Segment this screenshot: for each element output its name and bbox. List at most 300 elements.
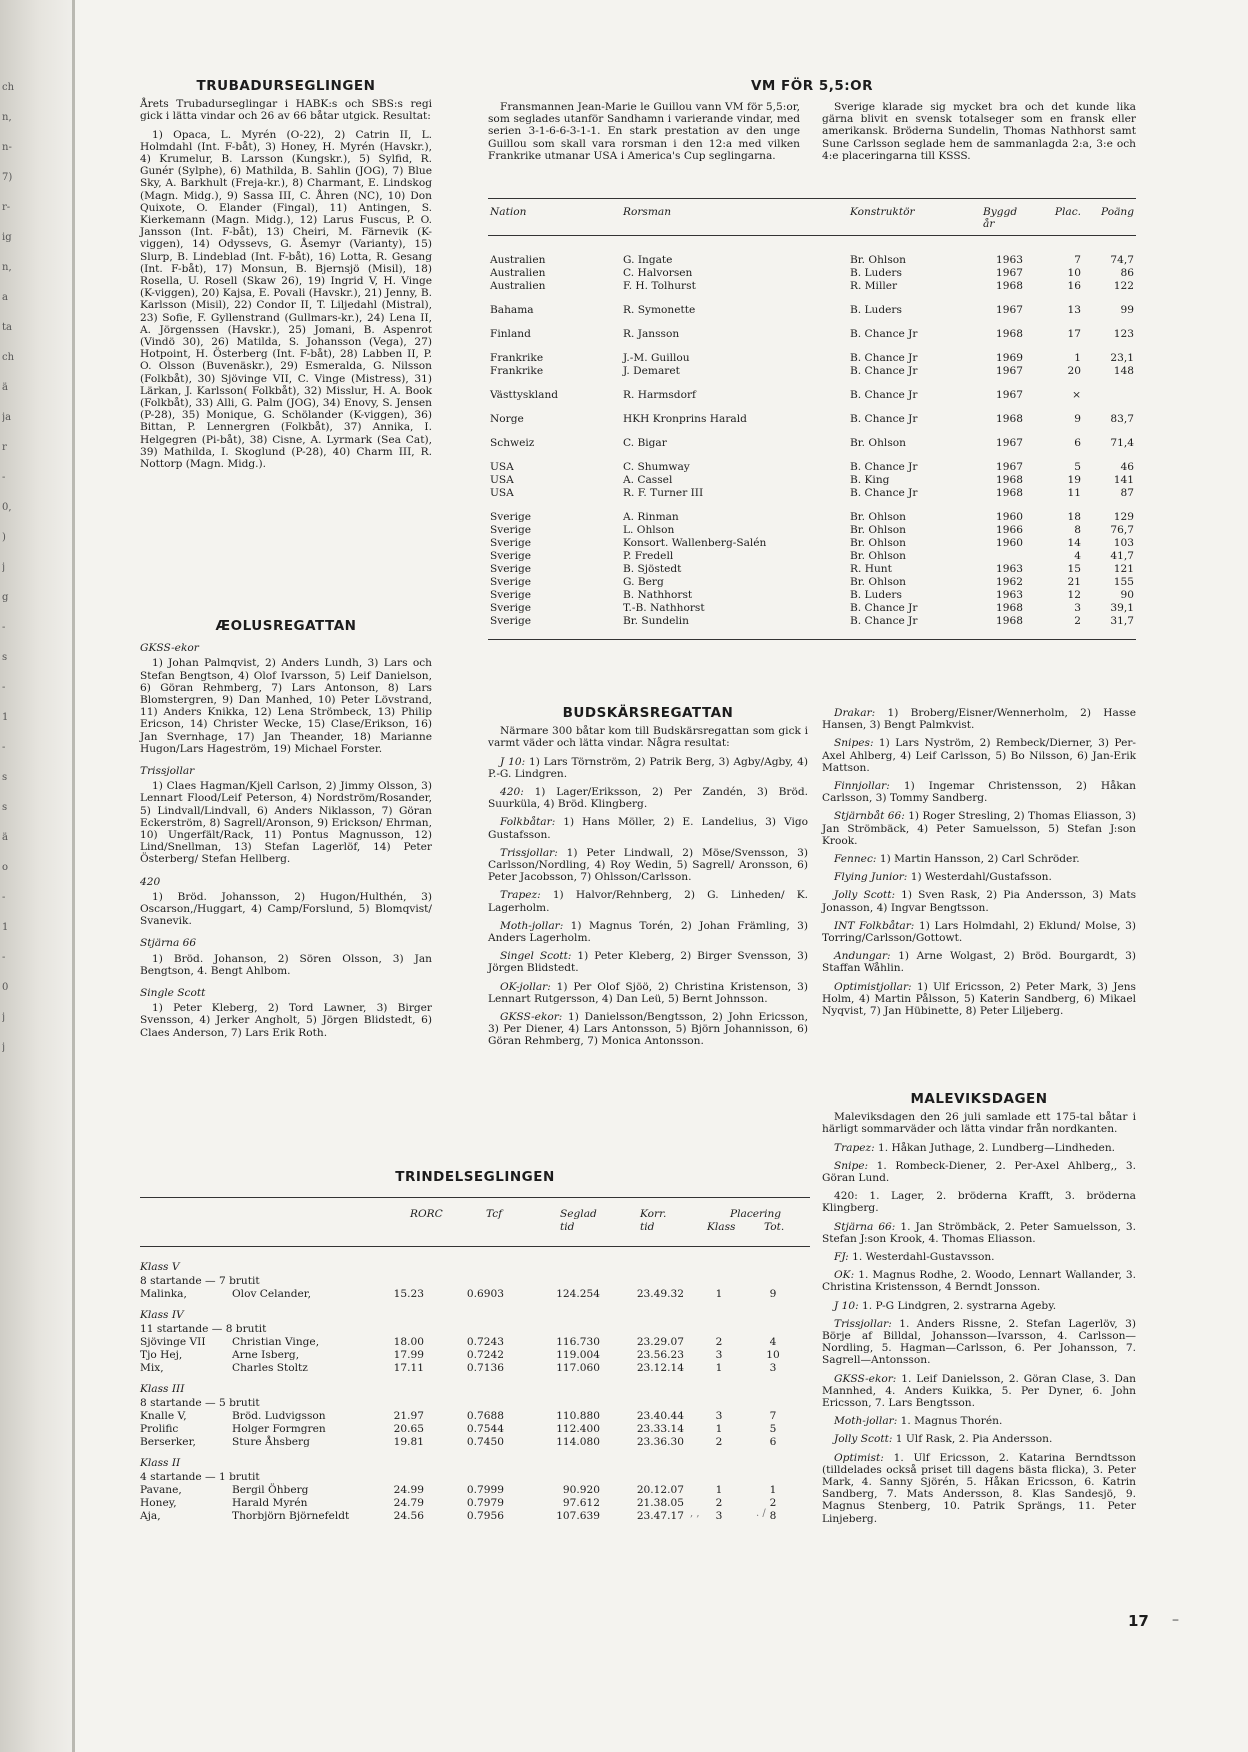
poang-cell: 83,7 — [1110, 413, 1134, 425]
table-row — [488, 267, 1136, 280]
rorc-cell: 18.00 — [393, 1336, 424, 1348]
plac-cell: 20 — [1067, 365, 1081, 377]
class-results: 1. P-G Lindgren, 2. systrarna Ageby. — [858, 1299, 1057, 1312]
tot-placering-cell: 9 — [769, 1288, 777, 1300]
class-results: 1) Danielsson/Bengtsson, 2) John Ericsson, 3) Per Diener, 4) Lars Antonsson, 5) Björn Johannisson, 6) Göran Rehmberg, 7) Monica Antonsson. — [488, 1011, 808, 1048]
page-dash: – — [1172, 1612, 1179, 1628]
korr-tid-cell: 23.12.14 — [636, 1362, 684, 1374]
trindel-heading-block — [140, 1171, 810, 1189]
plac-cell: 21 — [1067, 576, 1081, 588]
plac-cell: 8 — [1074, 524, 1081, 536]
rorsman-cell: Konsort. Wallenberg-Salén — [623, 537, 767, 549]
trubadur-intro: Årets Trubadurseglingar i HABK:s och SBS:s regi gick i lätta vindar och 26 av 66 båtar utgick. Resultat: — [140, 98, 432, 123]
vm-article — [488, 80, 1136, 98]
budskar-class-result — [488, 816, 808, 840]
plac-cell: 3 — [1074, 602, 1081, 614]
seglad-tid-cell: 97.612 — [562, 1497, 600, 1509]
seglad-tid-cell: 124.254 — [556, 1288, 600, 1300]
tot-placering-cell: 5 — [769, 1423, 777, 1435]
edge-glyph: r — [2, 442, 7, 453]
table-row — [488, 487, 1136, 500]
aeolus-class-title: 420 — [140, 875, 161, 888]
class-name: Moth-jollar: — [500, 919, 564, 932]
nation-cell: Norge — [490, 413, 524, 425]
table-row — [140, 1497, 810, 1510]
edge-glyph: - — [2, 742, 6, 753]
seglad-tid-cell: 114.080 — [556, 1436, 600, 1448]
tot-placering-cell: 3 — [769, 1362, 777, 1374]
edge-glyph: ja — [2, 412, 12, 423]
poang-cell: 90 — [1120, 589, 1134, 601]
class-results: 420: 1. Lager, 2. bröderna Krafft, 3. bröderna Klingberg. — [822, 1190, 1136, 1215]
aeolus-heading: ÆOLUSREGATTAN — [215, 618, 357, 634]
klass-placering-cell: 2 — [715, 1336, 723, 1348]
konstruktor-cell: B. Chance Jr — [850, 328, 918, 340]
edge-glyph: s — [2, 772, 8, 783]
col-seglad: Seglad — [560, 1208, 597, 1220]
aeolus-class-results: 1) Bröd. Johansson, 2) Hugon/Hulthén, 3) Oscarson,/Huggart, 4) Camp/Forslund, 5) Blomqvist/ Svanevik. — [140, 890, 432, 928]
klass-placering-cell: 3 — [715, 1349, 723, 1361]
edge-glyph: 1 — [2, 922, 9, 933]
rorsman-cell: Br. Sundelin — [623, 615, 689, 627]
starters-note: 11 startande — 8 brutit — [140, 1323, 267, 1335]
class-title: Klass II — [140, 1457, 181, 1469]
class-results: 1) Roger Stresling, 2) Thomas Eliasson, 3) Jan Strömbäck, 4) Peter Samuelsson, 5) Stefan J:son Krook. — [822, 810, 1136, 847]
col-poang: Poäng — [1101, 206, 1134, 218]
konstruktor-cell: B. Luders — [850, 267, 902, 279]
nation-cell: Schweiz — [490, 437, 535, 449]
boat-cell: Mix, — [140, 1362, 164, 1374]
byggd-cell: 1968 — [996, 487, 1023, 499]
trindel-table-header — [140, 1197, 810, 1247]
byggd-cell: 1967 — [996, 304, 1023, 316]
poang-cell: 123 — [1113, 328, 1134, 340]
class-results: 1) Lager/Eriksson, 2) Per Zandén, 3) Bröd. Suurküla, 4) Bröd. Klingberg. — [488, 786, 808, 811]
table-row — [488, 589, 1136, 602]
vm-results-table — [488, 198, 1136, 640]
class-name: Fennec: — [834, 853, 877, 866]
class-name: Jolly Scott: — [834, 1433, 893, 1446]
nation-cell: Sverige — [490, 602, 532, 614]
col-plac: Plac. — [1054, 206, 1081, 218]
plac-cell: 1 — [1074, 352, 1081, 364]
klass-placering-cell: 3 — [715, 1510, 723, 1522]
class-results: 1) Hans Möller, 2) E. Landelius, 3) Vigo Gustafsson. — [488, 816, 808, 841]
skipper-cell: Thorbjörn Björnefeldt — [232, 1510, 350, 1522]
table-row — [488, 537, 1136, 550]
class-name: Andungar: — [834, 950, 891, 963]
class-results: 1) Lars Törnström, 2) Patrik Berg, 3) Agby/Agby, 4) P.-G. Lindgren. — [488, 755, 808, 780]
byggd-cell: 1966 — [996, 524, 1023, 536]
edge-glyph: s — [2, 802, 8, 813]
poang-cell: 31,7 — [1110, 615, 1134, 627]
byggd-cell: 1968 — [996, 413, 1023, 425]
seglad-tid-cell: 112.400 — [556, 1423, 600, 1435]
edge-glyph: g — [2, 592, 9, 603]
poang-cell: 23,1 — [1110, 352, 1134, 364]
budskar-class-result — [488, 950, 808, 974]
class-name: GKSS-ekor: — [500, 1011, 563, 1024]
aeolus-class-results: 1) Bröd. Johanson, 2) Sören Olsson, 3) Jan Bengtson, 4. Bengt Ahlbom. — [140, 952, 432, 977]
plac-cell: 2 — [1074, 615, 1081, 627]
tcf-cell: 0.7956 — [466, 1510, 504, 1522]
binding-edge — [72, 0, 75, 1752]
rorsman-cell: C. Shumway — [623, 461, 690, 473]
col-korr-tid: tid — [640, 1221, 655, 1233]
skipper-cell: Olov Celander, — [232, 1288, 312, 1300]
class-results: 1. Magnus Thorén. — [897, 1415, 1003, 1428]
class-name: OK: — [834, 1269, 855, 1282]
edge-glyph: j — [2, 1012, 6, 1023]
vm-left-text: Fransmannen Jean-Marie le Guillou vann VM för 5,5:or, som seglades utanför Sandhamn i varierande vindar, med serien 3-1-6-6-3-1-1. En stark prestation av den unge Guillou som skall vara rorsman i den 12:a med vilken Frankrike utmanar USA i America's Cup seglingarna. — [488, 101, 800, 162]
malevik-intro: Maleviksdagen den 26 juli samlade ett 175-tal båtar i härligt sommarväder och lätta vindar från nordkanten. — [822, 1111, 1136, 1136]
rorc-cell: 20.65 — [393, 1423, 424, 1435]
budskar-class-result — [822, 889, 1136, 913]
table-row — [488, 304, 1136, 317]
poang-cell: 121 — [1113, 563, 1134, 575]
skipper-cell: Charles Stoltz — [232, 1362, 308, 1374]
byggd-cell: 1968 — [996, 280, 1023, 292]
class-results: 1. Anders Rissne, 2. Stefan Lagerlöv, 3) Börje af Billdal, Johansson—Ivarsson, 4. Carlsson—Nordling, 5. Hagman—Carlsson, 6. Per Johansson, 7. Sagrell—Antonsson. — [822, 1317, 1136, 1367]
konstruktor-cell: B. Chance Jr — [850, 615, 918, 627]
byggd-cell: 1968 — [996, 615, 1023, 627]
klass-placering-cell: 1 — [715, 1423, 723, 1435]
class-results: 1) Sven Rask, 2) Pia Andersson, 3) Mats Jonasson, 4) Ingvar Bengtsson. — [822, 889, 1137, 914]
konstruktor-cell: R. Hunt — [850, 563, 892, 575]
edge-glyph: ta — [2, 322, 12, 333]
class-name: 420: — [500, 786, 524, 799]
vm-nation-group — [488, 304, 1136, 317]
table-row — [488, 437, 1136, 450]
tcf-cell: 0.7136 — [466, 1362, 504, 1374]
nation-cell: Finland — [490, 328, 531, 340]
vm-left-text-block — [488, 101, 800, 168]
konstruktor-cell: B. King — [850, 474, 890, 486]
konstruktor-cell: B. Chance Jr — [850, 389, 918, 401]
class-name: Jolly Scott: — [834, 889, 896, 902]
plac-cell: 15 — [1067, 563, 1081, 575]
byggd-cell: 1960 — [996, 511, 1023, 523]
plac-cell: 11 — [1067, 487, 1081, 499]
aeolus-class-title: GKSS-ekor — [140, 642, 199, 655]
class-name: Folkbåtar: — [500, 816, 556, 829]
boat-cell: Tjo Hej, — [140, 1349, 183, 1361]
vm-heading: VM FÖR 5,5:OR — [750, 78, 874, 94]
edge-glyph: o — [2, 862, 9, 873]
edge-glyph: j — [2, 1042, 6, 1053]
edge-glyph: - — [2, 892, 6, 903]
vm-table-bottom-rule — [488, 639, 1136, 640]
korr-tid-cell: 23.56.23 — [636, 1349, 684, 1361]
tcf-cell: 0.7243 — [466, 1336, 504, 1348]
plac-cell: 13 — [1067, 304, 1081, 316]
table-row — [488, 280, 1136, 293]
poang-cell: 103 — [1113, 537, 1134, 549]
edge-glyph: n- — [2, 142, 12, 153]
edge-glyph: ig — [2, 232, 12, 243]
klass-placering-cell: 1 — [715, 1484, 723, 1496]
class-results: 1) Per Olof Sjöö, 2) Christina Kristenson, 3) Lennart Rutgersson, 4) Dan Leü, 5) Bernt Johnsson. — [488, 980, 808, 1005]
rorsman-cell: A. Cassel — [623, 474, 673, 486]
rorsman-cell: R. F. Turner III — [623, 487, 704, 499]
table-row — [488, 511, 1136, 524]
budskar-class-result — [822, 810, 1136, 847]
aeolus-class-title: Trissjollar — [140, 765, 195, 778]
rorsman-cell: G. Berg — [623, 576, 664, 588]
class-title: Klass III — [140, 1383, 185, 1395]
skipper-cell: Bröd. Ludvigsson — [232, 1410, 326, 1422]
vm-nation-group — [488, 254, 1136, 293]
vm-nation-group — [488, 352, 1136, 378]
boat-cell: Malinka, — [140, 1288, 187, 1300]
col-seglad-tid: tid — [560, 1221, 575, 1233]
konstruktor-cell: Br. Ohlson — [850, 437, 906, 449]
class-name: Trissjollar: — [500, 846, 558, 859]
tcf-cell: 0.6903 — [466, 1288, 504, 1300]
nation-cell: Västtyskland — [490, 389, 559, 401]
byggd-cell: 1960 — [996, 537, 1023, 549]
class-results: 1 Ulf Rask, 2. Pia Andersson. — [892, 1433, 1053, 1446]
malevik-class-result — [822, 1160, 1136, 1184]
stray-mark-1: , , — [690, 1508, 700, 1519]
poang-cell: 71,4 — [1110, 437, 1134, 449]
class-name: Optimist: — [834, 1451, 884, 1464]
plac-cell: 9 — [1074, 413, 1081, 425]
plac-cell: 5 — [1074, 461, 1081, 473]
class-results: 1. Ulf Ericsson, 2. Katarina Berndtsson (tilldelades också priset till dagens bästa flicka), 3. Peter Mark, 4. Sanny Sjörén, 5. Håkan Ericsson, 6. Katrin Sandberg, 7. Mats Andersson, 8. Klas Sandesjö, 9. Magnus Stenberg, 10. Patrik Sprängs, 11. Peter Linjeberg. — [822, 1451, 1136, 1525]
edge-glyph: j — [2, 562, 6, 573]
class-name: FJ: — [834, 1251, 849, 1264]
rorsman-cell: J.-M. Guillou — [623, 352, 690, 364]
class-name: Trissjollar: — [834, 1317, 892, 1330]
class-results: 1) Halvor/Rehnberg, 2) G. Linheden/ K. Lagerholm. — [488, 889, 808, 914]
konstruktor-cell: B. Chance Jr — [850, 352, 918, 364]
skipper-cell: Bergil Öhberg — [232, 1484, 309, 1496]
malevik-class-result — [822, 1190, 1136, 1214]
edge-glyph: - — [2, 472, 6, 483]
vm-nation-group — [488, 461, 1136, 500]
seglad-tid-cell: 116.730 — [556, 1336, 600, 1348]
plac-cell: 7 — [1074, 254, 1081, 266]
byggd-cell: 1963 — [996, 254, 1023, 266]
malevik-class-result — [822, 1373, 1136, 1410]
seglad-tid-cell: 117.060 — [556, 1362, 600, 1374]
budskar-class-result — [488, 756, 808, 780]
edge-glyph: n, — [2, 262, 12, 273]
konstruktor-cell: R. Miller — [850, 280, 898, 292]
konstruktor-cell: Br. Ohlson — [850, 254, 906, 266]
malevik-class-result — [822, 1269, 1136, 1293]
trindel-heading: TRINDELSEGLINGEN — [395, 1169, 555, 1185]
rorsman-cell: B. Sjöstedt — [623, 563, 682, 575]
konstruktor-cell: B. Chance Jr — [850, 461, 918, 473]
plac-cell: 12 — [1067, 589, 1081, 601]
tcf-cell: 0.7242 — [466, 1349, 504, 1361]
class-results: 1) Arne Wolgast, 2) Bröd. Bourgardt, 3) Staffan Wåhlin. — [822, 950, 1136, 975]
edge-glyph: ch — [2, 352, 15, 363]
aeolus-article — [140, 620, 432, 1045]
nation-cell: Sverige — [490, 576, 532, 588]
class-name: Moth-jollar: — [834, 1415, 898, 1428]
table-row — [488, 352, 1136, 365]
table-row — [140, 1288, 810, 1301]
plac-cell: 17 — [1067, 328, 1081, 340]
skipper-cell: Arne Isberg, — [232, 1349, 300, 1361]
nation-cell: Australien — [490, 267, 546, 279]
rorsman-cell: C. Bigar — [623, 437, 667, 449]
plac-cell: 4 — [1074, 550, 1081, 562]
nation-cell: Sverige — [490, 511, 532, 523]
table-row — [488, 389, 1136, 402]
korr-tid-cell: 23.49.32 — [636, 1288, 684, 1300]
edge-glyph: r- — [2, 202, 11, 213]
poang-cell: 46 — [1120, 461, 1134, 473]
class-name: Trapez: — [834, 1141, 875, 1154]
skipper-cell: Christian Vinge, — [232, 1336, 320, 1348]
rorc-cell: 17.99 — [393, 1349, 424, 1361]
poang-cell: 41,7 — [1110, 550, 1134, 562]
budskar-intro: Närmare 300 båtar kom till Budskärsregattan som gick i varmt väder och lätta vindar. Några resultat: — [488, 725, 808, 750]
tcf-cell: 0.7999 — [466, 1484, 504, 1496]
seglad-tid-cell: 119.004 — [556, 1349, 600, 1361]
vm-table-header — [488, 198, 1136, 236]
class-name: OK-jollar: — [500, 980, 551, 993]
konstruktor-cell: B. Luders — [850, 304, 902, 316]
edge-glyph: - — [2, 682, 6, 693]
boat-cell: Sjövinge VII — [140, 1336, 206, 1348]
table-row — [140, 1423, 810, 1436]
class-results: 1. Jan Strömbäck, 2. Peter Samuelsson, 3. Stefan J:son Krook, 4. Thomas Eliasson. — [822, 1220, 1136, 1245]
class-name: Trapez: — [500, 889, 541, 902]
budskar-class-result — [488, 786, 808, 810]
class-title: Klass IV — [140, 1309, 184, 1321]
nation-cell: Sverige — [490, 537, 532, 549]
byggd-cell: 1969 — [996, 352, 1023, 364]
tcf-cell: 0.7688 — [466, 1410, 504, 1422]
class-results: 1) Martin Hansson, 2) Carl Schröder. — [876, 853, 1080, 866]
edge-glyph: ch — [2, 82, 15, 93]
budskar-class-result — [822, 920, 1136, 944]
byggd-cell: 1968 — [996, 602, 1023, 614]
class-results: 1. Rombeck-Diener, 2. Per-Axel Ahlberg,, 3. Göran Lund. — [822, 1159, 1136, 1185]
budskar-class-result — [822, 780, 1136, 804]
table-row — [488, 474, 1136, 487]
boat-cell: Knalle V, — [140, 1410, 187, 1422]
nation-cell: Frankrike — [490, 352, 544, 364]
poang-cell: 87 — [1120, 487, 1134, 499]
budskar-class-result — [822, 871, 1136, 883]
budskar-class-result — [488, 889, 808, 913]
vm-nation-group — [488, 437, 1136, 450]
trindel-table-body — [140, 1247, 810, 1523]
budskar-class-result — [488, 1011, 808, 1048]
table-row — [488, 615, 1136, 628]
budskar-results-right — [822, 707, 1136, 1023]
poang-cell: 122 — [1113, 280, 1134, 292]
tot-placering-cell: 1 — [769, 1484, 777, 1496]
vm-nation-group — [488, 511, 1136, 628]
nation-cell: Australien — [490, 254, 546, 266]
plac-cell: 14 — [1067, 537, 1081, 549]
nation-cell: Sverige — [490, 524, 532, 536]
seglad-tid-cell: 90.920 — [562, 1484, 600, 1496]
byggd-cell: 1962 — [996, 576, 1023, 588]
plac-cell: 18 — [1067, 511, 1081, 523]
poang-cell: 76,7 — [1110, 524, 1134, 536]
nation-cell: Sverige — [490, 550, 532, 562]
edge-glyph: a — [2, 292, 8, 303]
korr-tid-cell: 23.47.17 — [636, 1510, 684, 1522]
malevik-class-result — [822, 1433, 1136, 1445]
class-results: 1) Lars Nyström, 2) Rembeck/Dierner, 3) Per-Axel Ahlberg, 4) Leif Carlsson, 5) Bo Nilsson, 6) Jan-Erik Mattson. — [822, 737, 1136, 774]
tot-placering-cell: 7 — [769, 1410, 777, 1422]
rorsman-cell: P. Fredell — [623, 550, 674, 562]
table-row — [140, 1349, 810, 1362]
rorsman-cell: G. Ingate — [623, 254, 673, 266]
class-results: 1) Ingemar Christensson, 2) Håkan Carlsson, 3) Tommy Sandberg. — [822, 780, 1136, 805]
aeolus-class-results: 1) Peter Kleberg, 2) Tord Lawner, 3) Birger Svensson, 4) Jerker Angholt, 5) Jörgen Blidstedt, 6) Claes Anderson, 7) Lars Erik Roth. — [140, 1002, 432, 1039]
budskar-class-result — [488, 847, 808, 884]
edge-glyph: ) — [2, 532, 6, 543]
tcf-cell: 0.7979 — [466, 1497, 504, 1509]
rorsman-cell: B. Nathhorst — [623, 589, 693, 601]
starters-note: 8 startande — 5 brutit — [140, 1397, 260, 1409]
rorsman-cell: J. Demaret — [623, 365, 680, 377]
tcf-cell: 0.7544 — [466, 1423, 504, 1435]
class-name: Snipes: — [834, 737, 874, 750]
seglad-tid-cell: 107.639 — [556, 1510, 600, 1522]
class-results: 1) Westerdahl/Gustafsson. — [907, 871, 1052, 884]
col-konstruktor: Konstruktör — [850, 206, 915, 218]
klass-placering-cell: 1 — [715, 1288, 723, 1300]
class-name: Finnjollar: — [834, 780, 890, 793]
budskar-class-result — [822, 981, 1136, 1018]
stray-mark-2: . / — [756, 1508, 766, 1519]
malevik-class-result — [822, 1415, 1136, 1427]
rorsman-cell: F. H. Tolhurst — [623, 280, 696, 292]
vm-nation-group — [488, 389, 1136, 402]
table-row — [488, 328, 1136, 341]
plac-cell: 6 — [1074, 437, 1081, 449]
byggd-cell: 1963 — [996, 589, 1023, 601]
poang-cell: 86 — [1120, 267, 1134, 279]
rorsman-cell: A. Rinman — [623, 511, 679, 523]
nation-cell: USA — [490, 474, 514, 486]
table-row — [488, 576, 1136, 589]
starters-note: 4 startande — 1 brutit — [140, 1471, 260, 1483]
poang-cell: 141 — [1113, 474, 1134, 486]
table-row — [140, 1484, 810, 1497]
class-name: Singel Scott: — [500, 950, 572, 963]
tot-placering-cell: 4 — [769, 1336, 777, 1348]
col-placering: Placering — [730, 1208, 782, 1220]
vm-table-body — [488, 236, 1136, 628]
korr-tid-cell: 23.36.30 — [636, 1436, 684, 1448]
class-name: Stjärna 66: — [834, 1220, 896, 1233]
nation-cell: USA — [490, 461, 514, 473]
tot-placering-cell: 6 — [769, 1436, 777, 1448]
byggd-cell: 1963 — [996, 563, 1023, 575]
table-row — [140, 1362, 810, 1375]
class-results: 1. Håkan Juthage, 2. Lundberg—Lindheden. — [874, 1141, 1116, 1154]
vm-nation-group — [488, 328, 1136, 341]
konstruktor-cell: B. Chance Jr — [850, 413, 918, 425]
budskar-class-result — [822, 707, 1136, 731]
class-results: 1) Broberg/Eisner/Wennerholm, 2) Hasse Hansen, 3) Bengt Palmkvist. — [822, 707, 1136, 732]
nation-cell: Frankrike — [490, 365, 544, 377]
col-korr: Korr. — [640, 1208, 667, 1220]
edge-glyph: ä — [2, 382, 8, 393]
